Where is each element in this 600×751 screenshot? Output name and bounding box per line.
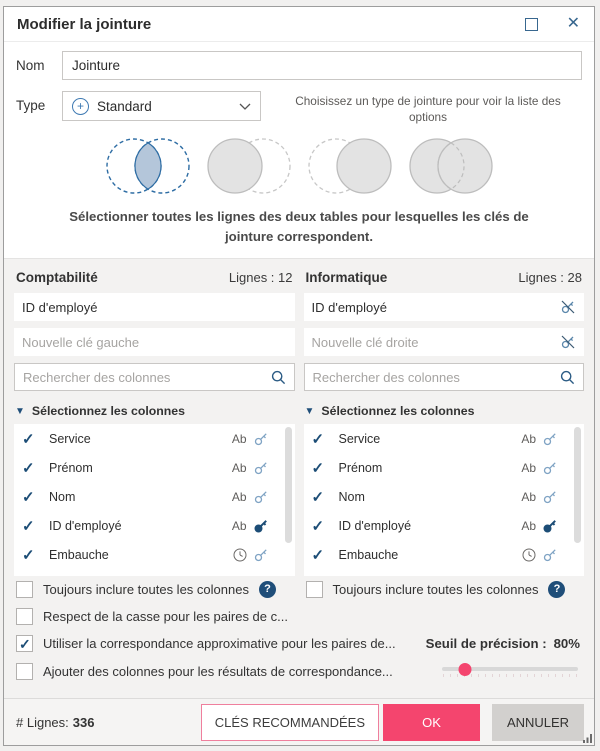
right-list-scrollbar[interactable] xyxy=(574,427,581,543)
column-name: Service xyxy=(338,431,381,446)
search-icon xyxy=(271,370,286,385)
checkmark-icon: ✓ xyxy=(22,517,35,535)
left-key-field[interactable] xyxy=(14,293,295,321)
fuzzy-match-row xyxy=(14,630,584,657)
add-match-columns-label: Ajouter des colonnes pour les résultats de correspondance... xyxy=(43,663,393,679)
recommended-keys-button[interactable]: CLÉS RECOMMANDÉES xyxy=(201,704,379,741)
left-include-all-label: Toujours inclure toutes les colonnes xyxy=(43,582,249,598)
column-list-item[interactable] xyxy=(14,453,295,482)
left-table-panel xyxy=(14,267,295,603)
right-key-field[interactable] xyxy=(304,293,585,321)
column-name: Nom xyxy=(49,489,76,504)
checkmark-icon xyxy=(22,575,49,577)
remove-key-icon[interactable] xyxy=(560,299,576,315)
column-name: Nom xyxy=(338,489,365,504)
column-name: Service xyxy=(49,431,91,446)
inner-join-icon[interactable] xyxy=(102,134,194,198)
name-label: Nom xyxy=(16,58,45,73)
right-include-all-checkbox[interactable] xyxy=(306,581,323,598)
left-list-scrollbar[interactable] xyxy=(285,427,292,543)
right-include-all-row xyxy=(304,576,585,603)
column-list-item[interactable] xyxy=(304,540,585,569)
right-search-input[interactable] xyxy=(313,370,561,385)
left-columns-header[interactable]: ▼ Sélectionnez les colonnes xyxy=(15,404,185,419)
right-new-key-field[interactable] xyxy=(304,328,585,356)
right-new-key-input[interactable] xyxy=(312,335,561,350)
right-key-input[interactable] xyxy=(312,300,561,315)
type-row xyxy=(4,84,594,128)
case-sensitive-label: Respect de la casse pour les paires de c... xyxy=(43,609,288,625)
join-type-selected: Standard xyxy=(97,98,152,114)
close-icon[interactable]: ✕ xyxy=(566,15,580,32)
collapse-triangle-icon: ▼ xyxy=(304,405,315,417)
text-type-icon: Ab xyxy=(231,489,247,504)
left-new-key-field[interactable] xyxy=(14,328,295,356)
fuzzy-match-label: Utiliser la correspondance approximative pour les paires de... xyxy=(43,636,396,652)
key-icon xyxy=(253,518,269,534)
help-icon[interactable]: ? xyxy=(259,581,276,598)
column-name: Embauche xyxy=(338,547,399,562)
key-icon xyxy=(542,489,558,505)
datetime-type-icon xyxy=(522,548,536,562)
checkmark-icon: ✓ xyxy=(311,459,325,477)
column-name: ID d'employé xyxy=(338,518,412,533)
join-type-picker xyxy=(4,128,594,200)
left-include-all-checkbox[interactable] xyxy=(16,581,33,598)
column-list-item[interactable] xyxy=(14,482,295,511)
checkmark-icon xyxy=(312,575,339,577)
dialog-title: Modifier la jointure xyxy=(17,15,152,33)
checkmark-icon: ✓ xyxy=(22,546,35,564)
tables-section xyxy=(4,258,594,698)
resize-grip-icon[interactable] xyxy=(583,734,592,743)
text-type-icon: Ab xyxy=(521,489,536,504)
right-search-field[interactable] xyxy=(304,363,585,391)
fuzzy-match-checkbox[interactable] xyxy=(16,635,33,652)
precision-slider[interactable] xyxy=(442,662,578,680)
edit-join-dialog xyxy=(3,6,595,746)
help-icon[interactable]: ? xyxy=(548,581,565,598)
left-key-input[interactable] xyxy=(22,300,287,315)
plus-circle-icon: + xyxy=(72,98,89,115)
key-icon xyxy=(253,547,269,563)
key-icon xyxy=(542,547,558,563)
checkmark-icon: ✓ xyxy=(311,546,325,564)
column-list-item[interactable] xyxy=(14,540,295,569)
checkmark-icon: ✓ xyxy=(311,430,325,448)
left-table-title: Comptabilité xyxy=(16,270,98,286)
right-include-all-label: Toujours inclure toutes les colonnes xyxy=(332,582,539,598)
ok-button[interactable]: OK xyxy=(383,704,480,741)
key-icon xyxy=(542,518,558,534)
type-label: Type xyxy=(16,98,46,113)
right-outer-join-icon[interactable] xyxy=(304,134,396,198)
name-row xyxy=(4,42,594,84)
right-table-panel xyxy=(304,267,585,603)
left-search-input[interactable] xyxy=(23,370,271,385)
row-count-value: 336 xyxy=(72,714,95,730)
maximize-icon[interactable] xyxy=(525,18,538,31)
text-type-icon: Ab xyxy=(521,460,536,475)
title-bar xyxy=(4,7,594,42)
precision-threshold-value: 80% xyxy=(553,636,580,652)
join-type-hint: Choisissez un type de jointure pour voir la liste des options xyxy=(295,94,561,124)
collapse-triangle-icon: ▼ xyxy=(15,405,25,417)
case-sensitive-row xyxy=(14,603,584,630)
column-name: Prénom xyxy=(49,460,93,475)
search-icon xyxy=(560,370,575,385)
column-name: Prénom xyxy=(338,460,383,475)
checkmark-icon: ✓ xyxy=(311,488,325,506)
column-list-item[interactable] xyxy=(304,453,585,482)
text-type-icon: Ab xyxy=(231,460,247,475)
column-list-item[interactable] xyxy=(304,424,585,453)
right-columns-header[interactable]: ▼ Sélectionnez les colonnes xyxy=(304,404,475,419)
checkmark-icon: ✓ xyxy=(22,488,35,506)
row-count-label: # Lignes: xyxy=(16,714,69,730)
column-list-item[interactable] xyxy=(304,482,585,511)
column-list-item[interactable] xyxy=(14,511,295,540)
right-columns-list xyxy=(304,424,585,576)
key-icon xyxy=(542,431,558,447)
checkmark-icon: ✓ xyxy=(22,459,35,477)
join-description: Sélectionner toutes les lignes des deux tables pour lesquelles les clés de jointure correspondent. xyxy=(69,208,529,244)
join-type-dropdown[interactable] xyxy=(62,91,261,121)
name-input[interactable] xyxy=(62,51,582,80)
column-name: ID d'employé xyxy=(49,518,122,533)
column-list-item[interactable] xyxy=(14,424,295,453)
right-table-title: Informatique xyxy=(305,270,388,286)
cancel-button[interactable]: ANNULER xyxy=(492,704,584,741)
key-icon xyxy=(253,431,269,447)
left-include-all-row xyxy=(14,576,295,603)
right-table-rowcount: Lignes : 28 xyxy=(518,270,582,286)
add-match-columns-checkbox[interactable] xyxy=(16,663,33,680)
key-icon xyxy=(253,460,269,476)
left-search-field[interactable] xyxy=(14,363,295,391)
text-type-icon: Ab xyxy=(231,431,247,446)
key-icon xyxy=(253,489,269,505)
case-sensitive-checkbox[interactable] xyxy=(16,608,33,625)
text-type-icon: Ab xyxy=(231,518,247,533)
precision-threshold: Seuil de précision : 80% xyxy=(425,636,580,652)
key-icon xyxy=(542,460,558,476)
column-name: Embauche xyxy=(49,547,109,562)
checkmark-icon: ✓ xyxy=(22,430,35,448)
left-new-key-input[interactable] xyxy=(22,335,287,350)
key-icon xyxy=(542,576,558,577)
left-columns-list xyxy=(14,424,295,576)
add-match-columns-row xyxy=(14,657,584,685)
column-list-item[interactable] xyxy=(304,569,585,576)
column-list-item[interactable] xyxy=(304,511,585,540)
chevron-down-icon xyxy=(239,103,251,110)
text-type-icon: Ab xyxy=(521,431,536,446)
left-outer-join-icon[interactable] xyxy=(203,134,295,198)
text-type-icon: Ab xyxy=(521,518,536,533)
key-icon xyxy=(253,576,269,577)
slider-thumb[interactable] xyxy=(459,663,472,676)
datetime-type-icon xyxy=(233,548,247,562)
full-outer-join-icon[interactable] xyxy=(405,134,497,198)
remove-key-icon[interactable] xyxy=(560,334,576,350)
checkmark-icon: ✓ xyxy=(311,517,325,535)
column-list-item[interactable] xyxy=(14,569,295,576)
left-table-rowcount: Lignes : 12 xyxy=(228,270,293,286)
footer-bar xyxy=(4,698,594,745)
